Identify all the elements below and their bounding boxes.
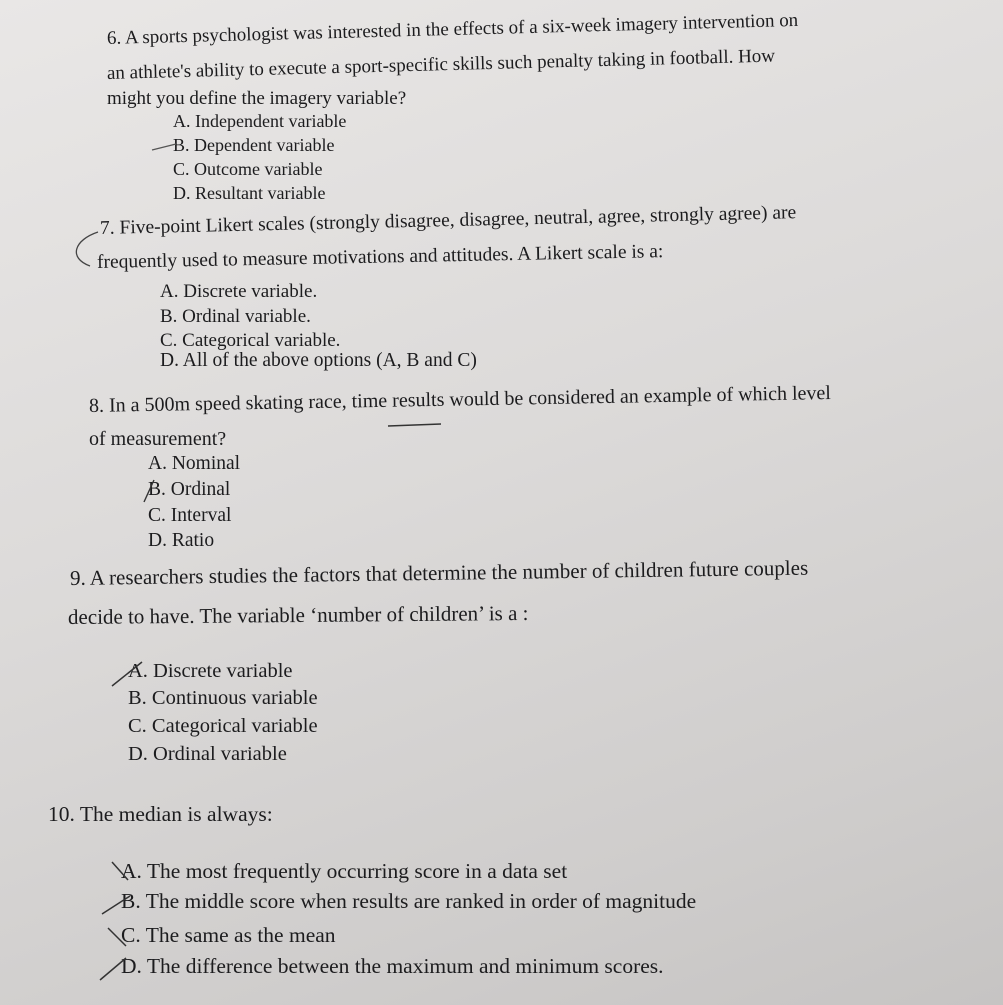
- question-7-option-a: A. Discrete variable.: [160, 281, 318, 302]
- pencil-mark-q10-c: [104, 922, 134, 957]
- question-10-option-d: D. The difference between the maximum and minimum scores.: [121, 954, 664, 978]
- question-7-option-b: B. Ordinal variable.: [160, 306, 311, 327]
- question-8-option-b: B. Ordinal: [148, 479, 231, 500]
- question-9-stem-line-2: decide to have. The variable ‘number of children’ is a :: [67, 600, 529, 629]
- pencil-mark-q9: [108, 660, 148, 695]
- question-8-option-c: C. Interval: [148, 505, 232, 526]
- question-6-stem-line-3: might you define the imagery variable?: [107, 88, 407, 109]
- question-6-option-b: B. Dependent variable: [173, 135, 335, 155]
- question-6-stem-line-1: 6. A sports psychologist was interested in the effects of a six-week imagery intervention on: [106, 9, 799, 49]
- question-7-option-c: C. Categorical variable.: [160, 330, 341, 351]
- pencil-mark-q8: [140, 478, 164, 513]
- question-8-option-d: D. Ratio: [148, 530, 215, 551]
- pencil-mark-q7: [62, 230, 112, 275]
- question-10-option-a: A. The most frequently occurring score in a data set: [121, 859, 568, 883]
- question-10-option-b: B. The middle score when results are ranked in order of magnitude: [121, 889, 697, 913]
- question-8-option-a: A. Nominal: [148, 453, 241, 474]
- pencil-mark-q10-a: [108, 858, 138, 893]
- question-9-stem-line-1: 9. A researchers studies the factors that determine the number of children future couples: [69, 555, 809, 590]
- question-6-option-a: A. Independent variable: [173, 111, 347, 131]
- underline-mark-time: [387, 418, 447, 436]
- question-9-option-a: A. Discrete variable: [128, 660, 293, 682]
- question-8-stem-line-2: of measurement?: [89, 428, 227, 450]
- question-8-stem-line-1: 8. In a 500m speed skating race, time results would be considered an example of which level: [88, 382, 832, 417]
- question-6-option-c: C. Outcome variable: [173, 159, 323, 179]
- question-6-stem-line-2: an athlete's ability to execute a sport-specific skills such penalty taking in football. How: [106, 45, 776, 84]
- question-9-option-b: B. Continuous variable: [128, 687, 318, 709]
- question-7-stem-line-1: 7. Five-point Likert scales (strongly disagree, disagree, neutral, agree, strongly agree) are: [99, 202, 797, 239]
- pencil-mark-q10-d: [96, 954, 136, 989]
- question-10-stem-line-1: 10. The median is always:: [48, 802, 273, 826]
- pencil-mark-q6: [150, 140, 180, 165]
- question-9-option-d: D. Ordinal variable: [128, 743, 287, 765]
- question-7-option-d: D. All of the above options (A, B and C): [160, 350, 477, 371]
- question-9-option-c: C. Categorical variable: [128, 715, 318, 737]
- question-7-stem-line-2: frequently used to measure motivations and attitudes. A Likert scale is a:: [96, 241, 664, 273]
- pencil-mark-q10-b: [98, 890, 138, 925]
- question-6-option-d: D. Resultant variable: [173, 183, 326, 203]
- question-10-option-c: C. The same as the mean: [121, 923, 336, 947]
